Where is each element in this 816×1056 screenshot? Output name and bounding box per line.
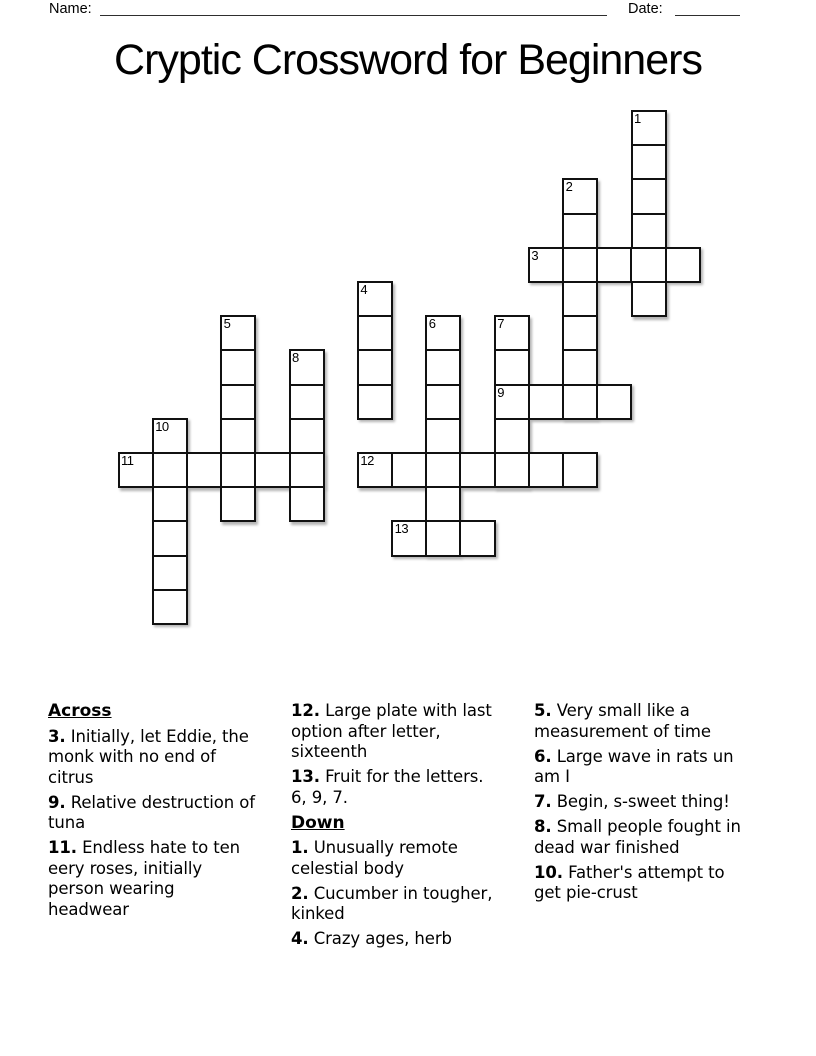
clue-down-7 xyxy=(534,792,746,813)
clue-down-6 xyxy=(534,747,746,788)
cell-number-10: 10 xyxy=(155,418,169,434)
clue-number: 6. xyxy=(534,746,552,766)
clue-down-5 xyxy=(534,701,746,742)
clue-text: Unusually remote celestial body xyxy=(291,838,458,878)
clue-text: Cucumber in tougher, kinked xyxy=(291,883,493,923)
clue-across-13 xyxy=(291,767,503,808)
cell-number-5: 5 xyxy=(223,316,231,332)
clue-down-2 xyxy=(291,884,503,925)
clue-across-12 xyxy=(291,701,503,763)
clue-number: 8. xyxy=(534,817,552,836)
clue-column-3 xyxy=(534,701,746,954)
clue-text: Large plate with last option after letter, sixteenth xyxy=(291,701,492,761)
clue-across-3 xyxy=(48,727,260,789)
cell-number-8: 8 xyxy=(292,350,299,366)
clue-text: Crazy ages, herb xyxy=(308,929,452,948)
cell-number-11: 11 xyxy=(121,453,134,468)
cell-number-2: 2 xyxy=(565,179,573,195)
clue-text: Initially, let Eddie, the monk with no end of citrus xyxy=(48,726,249,787)
clue-number: 4. xyxy=(291,929,309,948)
cell-number-9: 9 xyxy=(497,384,504,400)
clue-across-9 xyxy=(48,793,260,834)
cell-number-3: 3 xyxy=(531,247,539,263)
clue-number: 12. xyxy=(291,701,320,720)
clue-text: Small people fought in dead war finished xyxy=(534,817,741,857)
across-header: Across xyxy=(48,701,112,721)
clue-down-8 xyxy=(534,817,746,858)
clue-text: Relative destruction of tuna xyxy=(48,792,255,832)
clue-text: Fruit for the letters. 6, 9, 7. xyxy=(291,767,484,807)
cell-number-4: 4 xyxy=(360,282,368,297)
clue-column-2 xyxy=(291,701,503,954)
clue-number: 11. xyxy=(48,838,77,857)
clues-section xyxy=(48,701,768,954)
date-label: Date: xyxy=(628,1,663,17)
clue-text: Very small like a measurement of time xyxy=(534,701,711,741)
clue-text: Large wave in rats un am I xyxy=(534,746,734,786)
page-title: Cryptic Crossword for Beginners xyxy=(114,36,702,84)
clue-number: 10. xyxy=(534,862,563,882)
clue-text: Begin, s-sweet thing! xyxy=(551,792,730,811)
name-label: Name: xyxy=(49,1,92,17)
clue-number: 3. xyxy=(48,726,66,746)
clue-number: 13. xyxy=(291,767,320,786)
clue-down-1 xyxy=(291,838,503,879)
cell-number-7: 7 xyxy=(497,316,504,332)
cell-number-6: 6 xyxy=(428,316,436,332)
clue-column-1 xyxy=(48,701,260,954)
clue-number: 1. xyxy=(291,838,309,857)
clue-down-10 xyxy=(534,863,746,904)
down-header: Down xyxy=(291,812,345,833)
clue-across-11 xyxy=(48,838,260,920)
cell-number-12: 12 xyxy=(360,453,374,468)
clue-down-4 xyxy=(291,929,503,950)
cell-number-13: 13 xyxy=(394,521,409,537)
clue-number: 9. xyxy=(48,792,66,812)
clue-text: Father's attempt to get pie-crust xyxy=(534,862,725,902)
clue-number: 7. xyxy=(534,792,552,811)
cell-number-1: 1 xyxy=(634,111,641,126)
clue-number: 5. xyxy=(534,701,552,720)
clue-text: Endless hate to ten eery roses, initially person wearing headwear xyxy=(48,838,241,919)
clue-number: 2. xyxy=(291,883,309,903)
